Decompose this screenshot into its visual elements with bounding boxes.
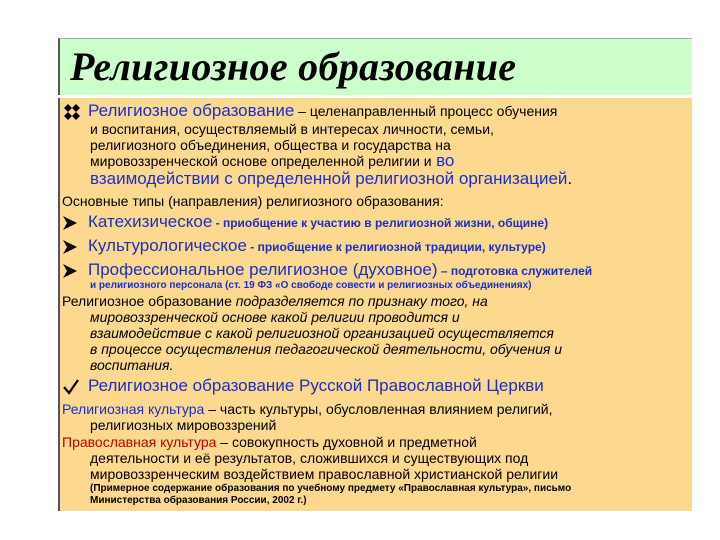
type-item-2	[88, 236, 546, 256]
definition-line-1	[88, 101, 557, 121]
diamond-quad-bullet-icon	[64, 104, 80, 125]
subdivision-line-4: в процессе осуществления педагогической деятельности, обучения и	[90, 341, 563, 357]
title-banner	[58, 38, 692, 95]
footnote-line-2: Министерства образования России, 2002 г.)	[90, 495, 307, 506]
definition-line-4	[90, 151, 454, 171]
types-heading: Основные типы (направления) религиозного образования:	[62, 193, 444, 209]
types-note: и религиозного персонала (ст. 19 ФЗ «О свободе совести и религиозных объединениях)	[90, 280, 532, 291]
arrowhead-bullet-icon	[63, 264, 77, 283]
type-item-3	[88, 260, 592, 280]
subdivision-text-1: подразделяется по признаку того, на	[235, 293, 488, 309]
roc-heading: Религиозное образование Русской Православной Церкви	[88, 376, 544, 395]
content-panel	[58, 98, 692, 511]
type-desc-3: – подготовка служителей	[437, 264, 593, 278]
definition-text-1: целенаправленный процесс обучения	[309, 103, 558, 119]
check-icon	[63, 379, 79, 400]
religious-culture-line-1	[62, 401, 552, 417]
definition-tail-dot: .	[567, 169, 573, 188]
arrowhead-bullet-icon	[63, 240, 77, 259]
orthodox-culture-line-2: деятельности и её результатов, сложившихся и существующих под	[90, 450, 529, 466]
type-item-1	[88, 212, 548, 232]
orthodox-culture-line-3: мировоззренческим воздействием православной христианской религии	[90, 466, 559, 482]
definition-dash: –	[294, 103, 310, 119]
subdivision-lead: Религиозное образование	[62, 293, 236, 309]
orthodox-culture-line-1	[62, 434, 477, 450]
definition-line-5	[90, 169, 572, 189]
subdivision-line-1	[62, 293, 488, 309]
type-name-1: Катехизическое	[88, 212, 213, 231]
footnote-line-1: (Примерное содержание образования по учебному предмету «Православная культура», письмо	[90, 483, 572, 494]
orthodox-culture-text-1: – совокупность духовной и предметной	[216, 434, 477, 450]
definition-text-4: мировоззренческой основе определенной религии и	[90, 153, 432, 169]
type-desc-2: - приобщение к религиозной традиции, культуре)	[246, 240, 546, 254]
subdivision-line-3: взаимодействие с какой религиозной организацией осуществляется	[90, 325, 554, 341]
subdivision-line-2: мировоззренческой основе какой религии проводится и	[90, 309, 460, 325]
religious-culture-line-2: религиозных мировоззрений	[90, 417, 277, 433]
slide-title: Религиозное образование	[70, 44, 517, 89]
religious-culture-term: Религиозная культура	[62, 401, 205, 417]
type-desc-1: - приобщение к участию в религиозной жизни, общине)	[212, 216, 549, 230]
definition-tail-b: взаимодействии с определенной религиозной организацией	[90, 169, 568, 188]
religious-culture-text-1: – часть культуры, обусловленная влиянием религий,	[204, 401, 553, 417]
orthodox-culture-term: Православная культура	[62, 434, 217, 450]
definition-line-2: и воспитания, осуществляемый в интересах личности, семьи,	[90, 121, 494, 137]
definition-term: Религиозное образование	[88, 101, 295, 120]
type-name-3: Профессиональное религиозное (духовное)	[88, 260, 438, 279]
definition-tail-a: во	[436, 151, 455, 170]
type-name-2: Культурологическое	[88, 236, 247, 255]
subdivision-line-5: воспитания.	[90, 357, 174, 373]
arrowhead-bullet-icon	[63, 216, 77, 235]
definition-line-3: религиозного объединения, общества и государства на	[90, 137, 451, 153]
